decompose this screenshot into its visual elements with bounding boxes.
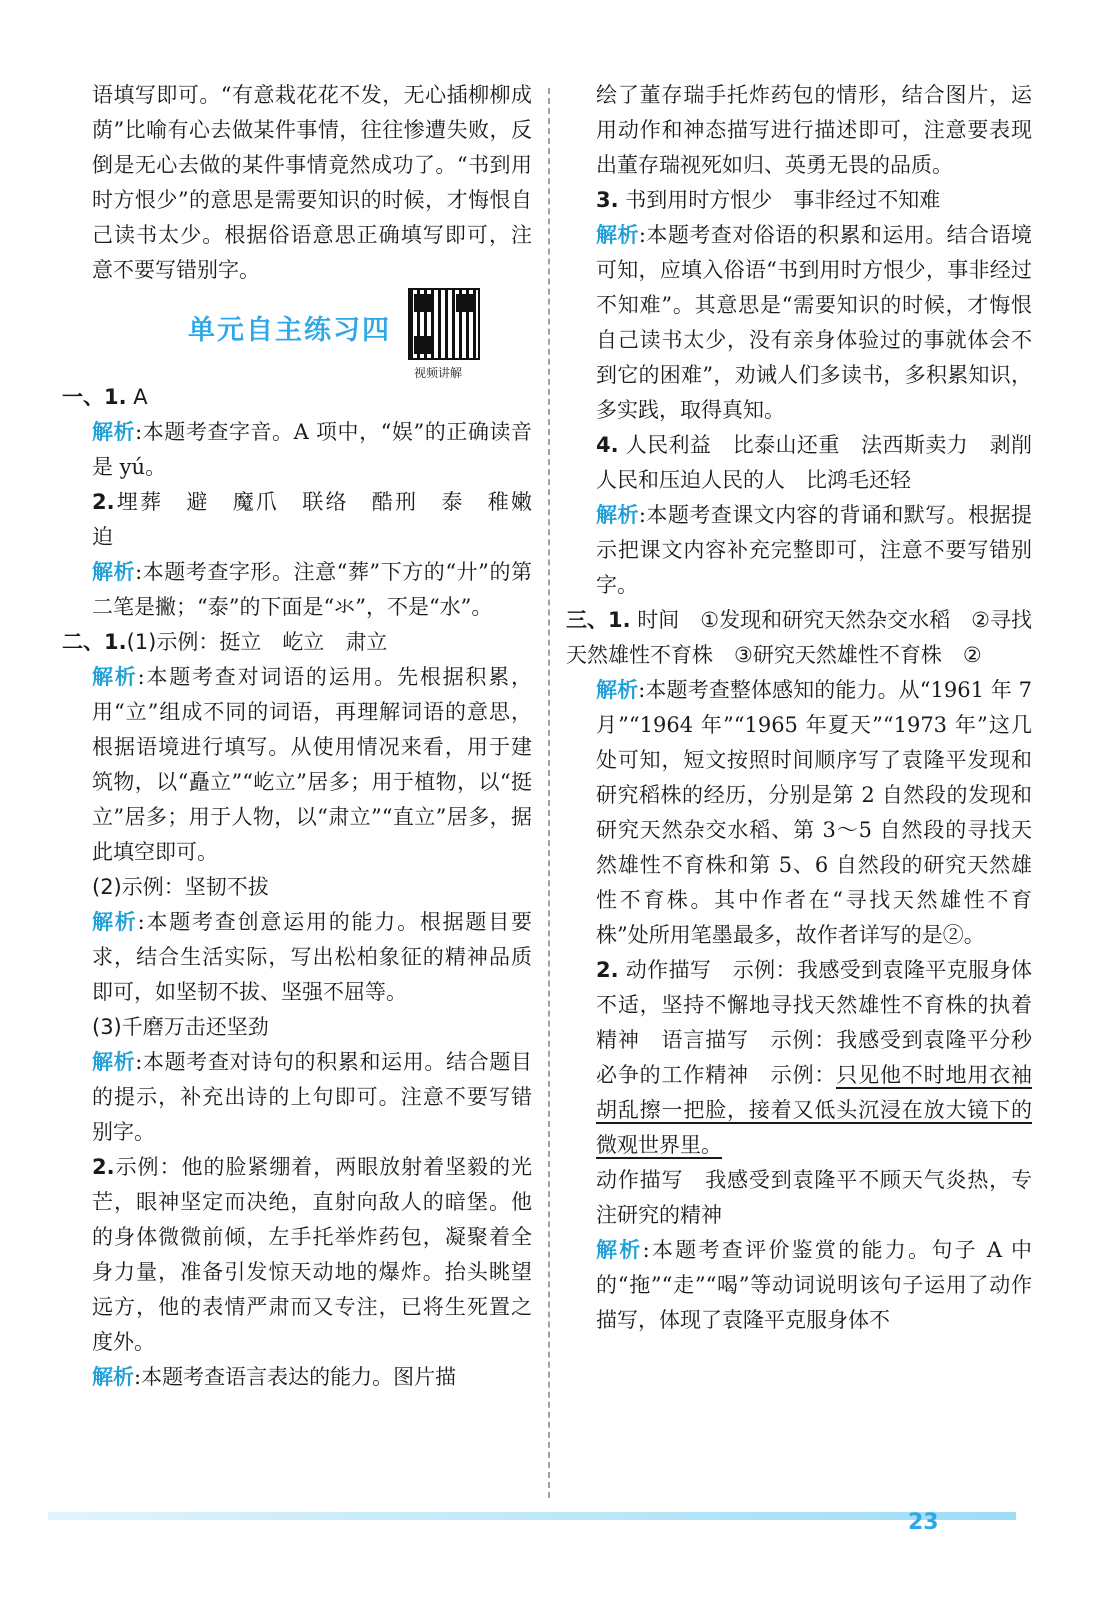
column-divider <box>548 88 550 1498</box>
explanation <box>596 673 1032 953</box>
explanation-text: :本题考查课文内容的背诵和默写。根据提示把课文内容补充完整即可，注意不要写错别字。 <box>596 503 1033 597</box>
right-column <box>566 78 1033 1338</box>
analysis-tag: 解析 <box>596 678 639 702</box>
analysis-tag: 解析 <box>596 1238 643 1262</box>
explanation <box>596 218 1032 428</box>
section-label: 三、 <box>566 608 609 632</box>
analysis-tag: 解析 <box>92 560 136 584</box>
question-number: 1. <box>608 608 631 632</box>
explanation-text: :本题考查字音。A 项中，“娱”的正确读音是 yú。 <box>92 420 532 479</box>
question-number: 3. <box>596 188 619 212</box>
explanation <box>92 555 532 625</box>
answer-line: (2)示例：坚韧不拔 <box>92 875 269 899</box>
analysis-tag: 解析 <box>92 420 136 444</box>
analysis-tag: 解析 <box>596 503 639 527</box>
answer-line <box>62 625 532 660</box>
question-number: 1. <box>104 630 127 654</box>
answer-line <box>92 1150 532 1360</box>
section-label: 一、 <box>62 385 104 409</box>
answer: (1)示例：挺立 屹立 肃立 <box>126 630 388 654</box>
paragraph: 绘了董存瑞手托炸药包的情形，结合图片，运用动作和神态描写进行描述即可，注意要表现出董存瑞视死如归、英勇无畏的品质。 <box>596 83 1032 177</box>
section-label: 二、 <box>62 630 104 654</box>
answer: 书到用时方恨少 事非经过不知难 <box>625 188 941 212</box>
explanation <box>596 1233 1032 1338</box>
explanation-text: :本题考查对俗语的积累和运用。结合语境可知，应填入俗语“书到用时方恨少，事非经过不知难”。其意思是“需要知识的时候，才悔恨自己读书太少，没有亲身体验过的事就体会不到它的困难”，劝诫人们多读书，多积累知识，多实践，取得真知。 <box>596 223 1033 422</box>
answer: 动作描写 示例：我感受到袁隆平克服身体不适，坚持不懈地寻找天然雄性不育株的执着精神 语言描写 示例：我感受到袁隆平分秒必争的工作精神 示例： <box>596 958 1032 1087</box>
footer-bar <box>48 1512 1016 1520</box>
explanation <box>92 1360 532 1395</box>
answer: 时间 ①发现和研究天然杂交水稻 ②寻找天然雄性不育株 ③研究天然雄性不育株 ② <box>566 608 1033 667</box>
left-column <box>62 78 553 1395</box>
explanation-text: :本题考查创意运用的能力。根据题目要求，结合生活实际，写出松柏象征的精神品质即可，如坚韧不拔、坚强不屈等。 <box>92 910 533 1004</box>
answer-line <box>596 183 1032 218</box>
answer-line: (3)千磨万击还坚劲 <box>92 1015 269 1039</box>
question-number: 4. <box>596 433 619 457</box>
qr-caption: 视频讲解 <box>414 366 463 380</box>
qr-code-icon[interactable] <box>408 288 480 360</box>
unit-title: 单元自主练习四 <box>188 315 391 346</box>
page-number: 23 <box>908 1510 939 1535</box>
analysis-tag: 解析 <box>92 1050 136 1074</box>
explanation-text: :本题考查语言表达的能力。图片描 <box>134 1365 457 1389</box>
paragraph: 语填写即可。“有意栽花花不发，无心插柳柳成荫”比喻有心去做某件事情，往往惨遭失败，反倒是无心去做的某件事情竟然成功了。“书到用时方恨少”的意思是需要知识的时候，才悔恨自己读书太少。根据俗语意思正确填写即可，注意不要写错别字。 <box>92 83 532 282</box>
analysis-tag: 解析 <box>596 223 639 247</box>
answer: A <box>133 385 148 409</box>
answer: 人民利益 比泰山还重 法西斯卖力 剥削人民和压迫人民的人 比鸿毛还轻 <box>596 433 1032 492</box>
question-number: 1. <box>104 385 127 409</box>
explanation-text: :本题考查对词语的运用。先根据积累，用“立”组成不同的词语，再理解词语的意思，根据语境进行填写。从使用情况来看，用于建筑物，以“矗立”“屹立”居多；用于植物，以“挺立”居多；用于人物，以“肃立”“直立”居多，据此填空即可。 <box>92 665 533 864</box>
explanation-text: :本题考查评价鉴赏的能力。句子 A 中的“拖”“走”“喝”等动词说明该句子运用了动作描写，体现了袁隆平克服身体不 <box>596 1238 1033 1332</box>
answer-line <box>596 953 1032 1163</box>
analysis-tag: 解析 <box>92 665 138 689</box>
explanation <box>92 415 532 485</box>
answer-line <box>596 428 1032 498</box>
answer-line <box>92 485 553 555</box>
question-number: 2. <box>596 958 619 982</box>
answer: 示例：他的脸紧绷着，两眼放射着坚毅的光芒，眼神坚定而决绝，直射向敌人的暗堡。他的身体微微前倾，左手托举炸药包，凝聚着全身力量，准备引发惊天动地的爆炸。抬头眺望远方，他的表情严肃而又专注，已将生死置之度外。 <box>92 1155 532 1354</box>
question-number: 2. <box>92 490 115 514</box>
explanation-text: :本题考查对诗句的积累和运用。结合题目的提示，补充出诗的上句即可。注意不要写错别字。 <box>92 1050 533 1144</box>
underlined-answer: 只见他不时地用衣袖胡乱擦一把脸，接着又低头沉浸在放大镜下的微观世界里。 <box>596 1063 1033 1157</box>
explanation <box>92 660 532 870</box>
unit-header <box>92 288 532 380</box>
analysis-tag: 解析 <box>92 910 138 934</box>
explanation-text: :本题考查字形。注意“葬”下方的“廾”的第二笔是撇；“泰”的下面是“氺”，不是“水”。 <box>92 560 532 619</box>
answer: 埋葬 避 魔爪 联络 酷刑 泰 稚嫩 迫 <box>92 490 553 549</box>
explanation <box>92 1045 532 1150</box>
explanation <box>92 905 532 1010</box>
question-number: 2. <box>92 1155 115 1179</box>
answer-line <box>62 380 532 415</box>
analysis-tag: 解析 <box>92 1365 134 1389</box>
explanation-text: :本题考查整体感知的能力。从“1961 年 7 月”“1964 年”“1965 年夏天”“1973 年”这几处可知，短文按照时间顺序写了袁隆平发现和研究稻株的经历，分别是第 2 自然段的发现和研究天然杂交水稻、第 3～5 自然段的寻找天然雄性不育株和第 5、6 自然段的研究天然雄性不育株。其中作者在“寻找天然雄性不育株”处所用笔墨最多，故作者详写的是②。 <box>596 678 1033 947</box>
answer-line <box>566 603 1032 673</box>
explanation <box>596 498 1032 603</box>
answer-line: 动作描写 我感受到袁隆平不顾天气炎热，专注研究的精神 <box>596 1168 1032 1227</box>
